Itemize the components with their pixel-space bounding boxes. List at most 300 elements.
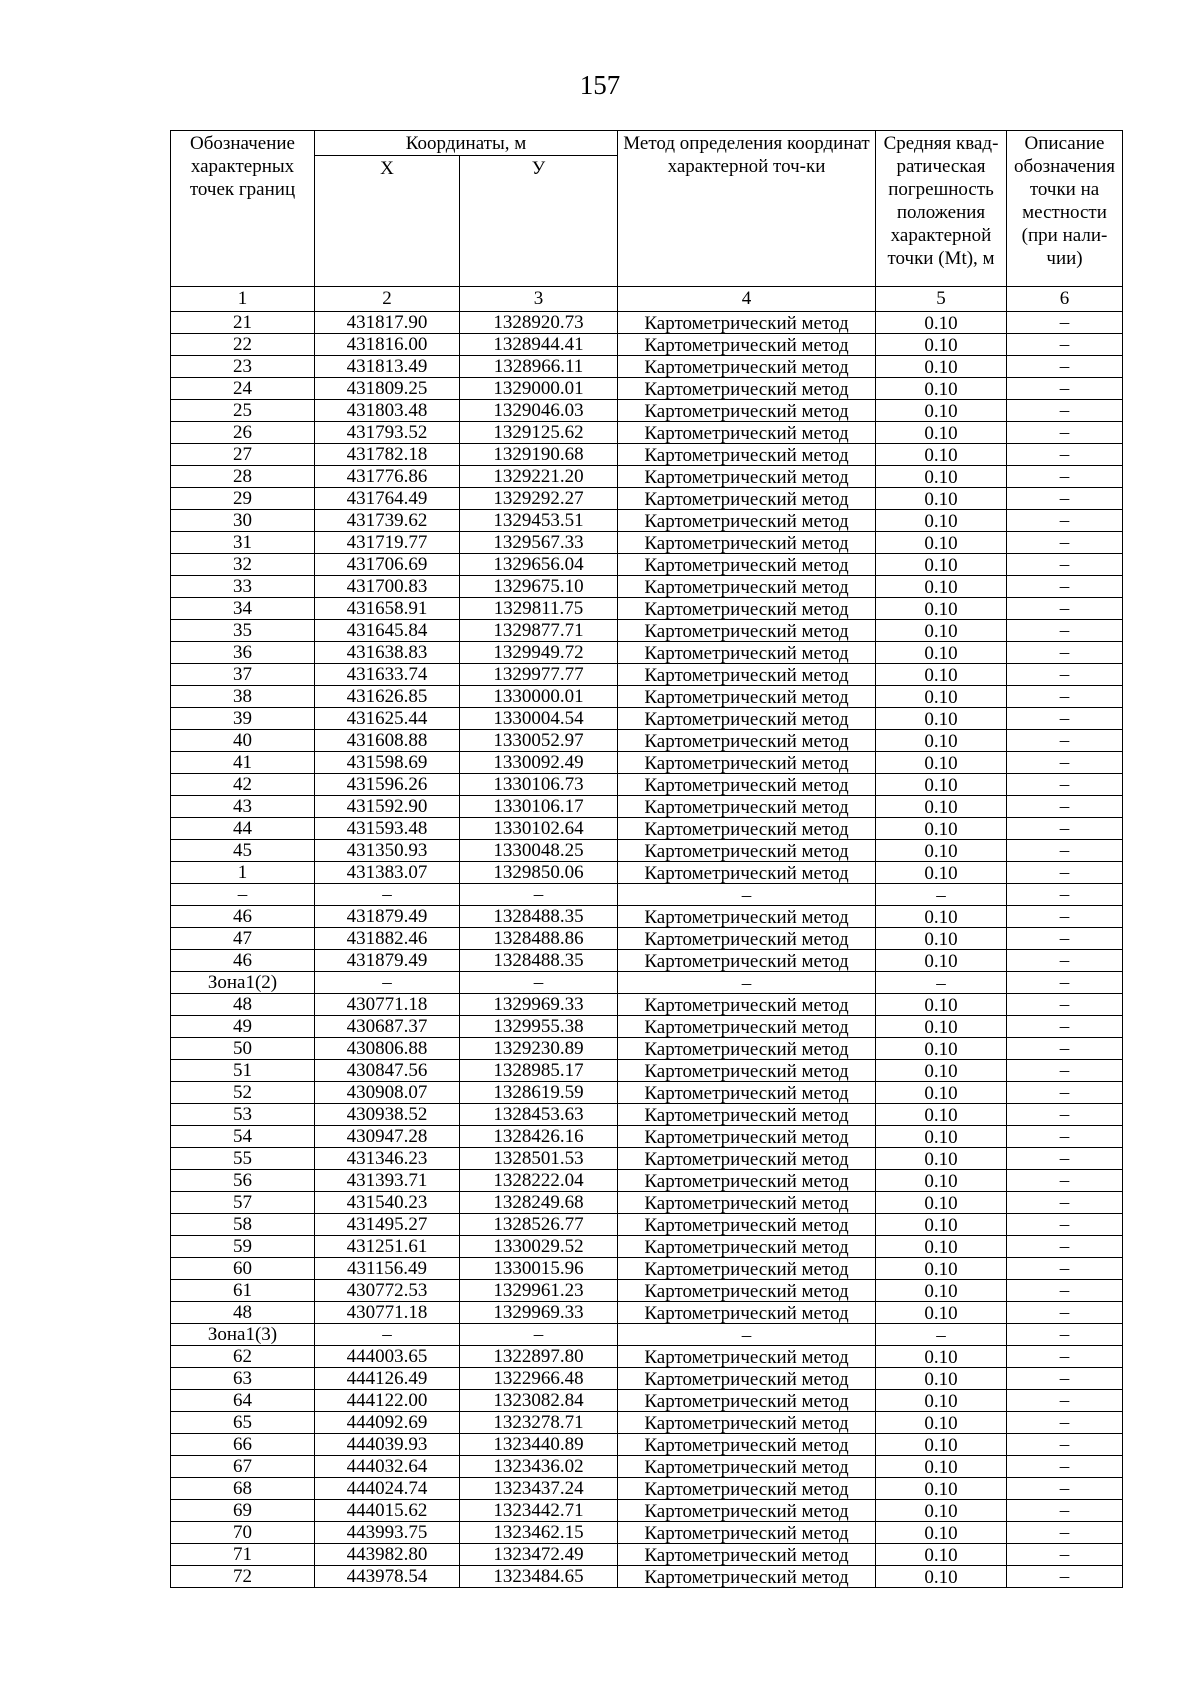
cell-x: 443982.80 [315,1544,460,1566]
cell-x: 431645.84 [315,620,460,642]
cell-x: 431706.69 [315,554,460,576]
cell-y: 1329000.01 [460,378,618,400]
cell-method: Картометрический метод [618,334,876,356]
cell-x: 430847.56 [315,1060,460,1082]
cell-method: Картометрический метод [618,1346,876,1368]
cell-x: 430947.28 [315,1126,460,1148]
cell-description: – [1007,1104,1123,1126]
table-row [171,1148,1123,1170]
cell-point: 32 [171,554,315,576]
header-x: Х [315,156,460,287]
cell-x: 431540.23 [315,1192,460,1214]
cell-description: – [1007,1148,1123,1170]
cell-point: 67 [171,1456,315,1478]
cell-y: 1330102.64 [460,818,618,840]
table-row [171,1522,1123,1544]
cell-description: – [1007,1258,1123,1280]
cell-description: – [1007,620,1123,642]
cell-method: Картометрический метод [618,576,876,598]
cell-method: Картометрический метод [618,466,876,488]
table-row [171,1016,1123,1038]
table-row [171,1214,1123,1236]
cell-method: – [618,1324,876,1346]
cell-method: Картометрический метод [618,1236,876,1258]
table-row [171,1280,1123,1302]
cell-y: 1329221.20 [460,466,618,488]
cell-description: – [1007,1038,1123,1060]
table-row [171,1346,1123,1368]
cell-description: – [1007,1478,1123,1500]
cell-point: 28 [171,466,315,488]
table-row [171,1038,1123,1060]
cell-x: 444015.62 [315,1500,460,1522]
table-row [171,774,1123,796]
cell-error: 0.10 [876,312,1007,334]
cell-point: 59 [171,1236,315,1258]
cell-point: 34 [171,598,315,620]
cell-point: 61 [171,1280,315,1302]
cell-point: 54 [171,1126,315,1148]
cell-error: 0.10 [876,422,1007,444]
cell-method: Картометрический метод [618,532,876,554]
cell-error: 0.10 [876,1082,1007,1104]
cell-error: 0.10 [876,818,1007,840]
table-row [171,928,1123,950]
cell-y: 1329949.72 [460,642,618,664]
cell-error: 0.10 [876,554,1007,576]
cell-point: 30 [171,510,315,532]
cell-point: Зона1(3) [171,1324,315,1346]
cell-error: 0.10 [876,774,1007,796]
cell-point: 41 [171,752,315,774]
cell-description: – [1007,1082,1123,1104]
cell-description: – [1007,1566,1123,1588]
header-y: У [460,156,618,287]
cell-error: 0.10 [876,862,1007,884]
cell-method: Картометрический метод [618,906,876,928]
cell-x: 431633.74 [315,664,460,686]
cell-y: 1328249.68 [460,1192,618,1214]
cell-x: 444032.64 [315,1456,460,1478]
table-row [171,972,1123,994]
cell-description: – [1007,708,1123,730]
cell-y: 1329230.89 [460,1038,618,1060]
cell-y: 1329811.75 [460,598,618,620]
cell-description: – [1007,1500,1123,1522]
table-row [171,950,1123,972]
table-row [171,422,1123,444]
column-number: 1 [171,287,315,312]
cell-point: 51 [171,1060,315,1082]
table-row [171,1236,1123,1258]
cell-error: 0.10 [876,928,1007,950]
table-row [171,488,1123,510]
cell-x: – [315,1324,460,1346]
cell-y: 1330004.54 [460,708,618,730]
cell-point: 56 [171,1170,315,1192]
cell-point: 66 [171,1434,315,1456]
cell-x: 444126.49 [315,1368,460,1390]
cell-point: 46 [171,950,315,972]
cell-x: 431658.91 [315,598,460,620]
cell-point: 44 [171,818,315,840]
cell-point: 47 [171,928,315,950]
table-row [171,554,1123,576]
cell-method: Картометрический метод [618,840,876,862]
cell-method: Картометрический метод [618,730,876,752]
cell-method: Картометрический метод [618,774,876,796]
cell-method: Картометрический метод [618,444,876,466]
cell-point: 63 [171,1368,315,1390]
cell-description: – [1007,1214,1123,1236]
cell-method: Картометрический метод [618,796,876,818]
cell-description: – [1007,1126,1123,1148]
cell-x: 431383.07 [315,862,460,884]
cell-x: – [315,884,460,906]
cell-y: – [460,884,618,906]
table-row [171,664,1123,686]
table-row [171,1456,1123,1478]
cell-description: – [1007,686,1123,708]
cell-point: 50 [171,1038,315,1060]
cell-x: 444122.00 [315,1390,460,1412]
cell-error: 0.10 [876,1368,1007,1390]
cell-description: – [1007,818,1123,840]
cell-x: 431156.49 [315,1258,460,1280]
cell-y: 1328501.53 [460,1148,618,1170]
coordinates-table [170,130,1123,1588]
cell-description: – [1007,554,1123,576]
table-row [171,1566,1123,1588]
cell-point: 25 [171,400,315,422]
table-row [171,1060,1123,1082]
cell-y: 1329125.62 [460,422,618,444]
table-row [171,1500,1123,1522]
cell-y: 1328488.86 [460,928,618,950]
cell-x: 431719.77 [315,532,460,554]
cell-point: 33 [171,576,315,598]
cell-description: – [1007,1346,1123,1368]
cell-point: 46 [171,906,315,928]
cell-x: 430772.53 [315,1280,460,1302]
cell-error: 0.10 [876,1302,1007,1324]
cell-x: 431593.48 [315,818,460,840]
cell-description: – [1007,950,1123,972]
cell-point: 36 [171,642,315,664]
column-number: 4 [618,287,876,312]
cell-method: Картометрический метод [618,1522,876,1544]
cell-point: 24 [171,378,315,400]
table-row [171,1192,1123,1214]
cell-point: 53 [171,1104,315,1126]
table-row [171,1258,1123,1280]
header-error: Средняя квад-ратическая погрешность положения характерной точки (Mt), м [876,131,1007,287]
cell-error: 0.10 [876,466,1007,488]
cell-description: – [1007,444,1123,466]
cell-error: 0.10 [876,576,1007,598]
cell-method: – [618,884,876,906]
cell-x: 431764.49 [315,488,460,510]
cell-x: 430771.18 [315,994,460,1016]
table-row [171,400,1123,422]
cell-y: 1328619.59 [460,1082,618,1104]
cell-point: 39 [171,708,315,730]
cell-point: 35 [171,620,315,642]
cell-error: 0.10 [876,994,1007,1016]
cell-y: 1328966.11 [460,356,618,378]
cell-point: 52 [171,1082,315,1104]
table-row [171,906,1123,928]
cell-x: 431739.62 [315,510,460,532]
cell-x: 430938.52 [315,1104,460,1126]
cell-point: 62 [171,1346,315,1368]
table-row [171,598,1123,620]
cell-point: 55 [171,1148,315,1170]
cell-x: 431592.90 [315,796,460,818]
cell-method: Картометрический метод [618,950,876,972]
cell-error: 0.10 [876,334,1007,356]
table-row [171,994,1123,1016]
cell-point: – [171,884,315,906]
cell-point: 26 [171,422,315,444]
cell-y: 1329961.23 [460,1280,618,1302]
cell-y: 1330048.25 [460,840,618,862]
cell-point: 49 [171,1016,315,1038]
cell-description: – [1007,1280,1123,1302]
table-row [171,444,1123,466]
cell-x: 431350.93 [315,840,460,862]
table-row [171,1412,1123,1434]
cell-y: 1323082.84 [460,1390,618,1412]
cell-y: 1328526.77 [460,1214,618,1236]
cell-y: – [460,1324,618,1346]
cell-method: Картометрический метод [618,1126,876,1148]
cell-error: 0.10 [876,1126,1007,1148]
cell-description: – [1007,356,1123,378]
cell-description: – [1007,1412,1123,1434]
cell-error: 0.10 [876,1412,1007,1434]
cell-x: 444003.65 [315,1346,460,1368]
cell-x: 431608.88 [315,730,460,752]
cell-x: 431700.83 [315,576,460,598]
cell-method: Картометрический метод [618,312,876,334]
header-designation: Обозначение характерных точек границ [171,131,315,287]
cell-x: 444092.69 [315,1412,460,1434]
cell-error: 0.10 [876,642,1007,664]
cell-point: 1 [171,862,315,884]
cell-method: – [618,972,876,994]
cell-error: 0.10 [876,1192,1007,1214]
cell-y: 1329292.27 [460,488,618,510]
cell-error: 0.10 [876,840,1007,862]
cell-y: 1328488.35 [460,906,618,928]
cell-method: Картометрический метод [618,1280,876,1302]
cell-x: 431776.86 [315,466,460,488]
cell-error: 0.10 [876,1016,1007,1038]
cell-error: 0.10 [876,378,1007,400]
cell-x: 443978.54 [315,1566,460,1588]
cell-error: 0.10 [876,1434,1007,1456]
cell-point: 43 [171,796,315,818]
cell-y: 1323462.15 [460,1522,618,1544]
cell-error: 0.10 [876,664,1007,686]
cell-description: – [1007,312,1123,334]
cell-y: 1328426.16 [460,1126,618,1148]
cell-x: 430771.18 [315,1302,460,1324]
table-row [171,1126,1123,1148]
cell-point: 37 [171,664,315,686]
cell-method: Картометрический метод [618,1412,876,1434]
cell-point: 48 [171,994,315,1016]
cell-method: Картометрический метод [618,1478,876,1500]
cell-x: 431793.52 [315,422,460,444]
column-number: 5 [876,287,1007,312]
cell-error: 0.10 [876,1060,1007,1082]
cell-error: 0.10 [876,1258,1007,1280]
cell-x: 431879.49 [315,950,460,972]
table-row [171,1478,1123,1500]
cell-x: 431626.85 [315,686,460,708]
cell-point: 60 [171,1258,315,1280]
cell-error: – [876,972,1007,994]
header-coordinates: Координаты, м [315,131,618,156]
cell-description: – [1007,1324,1123,1346]
cell-y: 1323436.02 [460,1456,618,1478]
cell-description: – [1007,796,1123,818]
cell-description: – [1007,1060,1123,1082]
cell-description: – [1007,730,1123,752]
cell-x: 444024.74 [315,1478,460,1500]
cell-x: 431803.48 [315,400,460,422]
cell-error: 0.10 [876,1170,1007,1192]
cell-description: – [1007,928,1123,950]
cell-x: 443993.75 [315,1522,460,1544]
cell-point: 21 [171,312,315,334]
cell-point: 65 [171,1412,315,1434]
table-body [171,312,1123,1588]
cell-x: – [315,972,460,994]
cell-x: 430806.88 [315,1038,460,1060]
cell-method: Картометрический метод [618,708,876,730]
cell-description: – [1007,972,1123,994]
cell-y: 1329977.77 [460,664,618,686]
cell-y: 1329453.51 [460,510,618,532]
cell-point: 57 [171,1192,315,1214]
cell-description: – [1007,378,1123,400]
table-row [171,334,1123,356]
cell-x: 431251.61 [315,1236,460,1258]
cell-method: Картометрический метод [618,1104,876,1126]
cell-description: – [1007,752,1123,774]
cell-y: 1330000.01 [460,686,618,708]
cell-y: 1323437.24 [460,1478,618,1500]
cell-y: 1329877.71 [460,620,618,642]
cell-x: 444039.93 [315,1434,460,1456]
cell-description: – [1007,664,1123,686]
table-row [171,1434,1123,1456]
cell-method: Картометрический метод [618,1016,876,1038]
cell-description: – [1007,1236,1123,1258]
cell-y: 1330052.97 [460,730,618,752]
cell-method: Картометрический метод [618,1500,876,1522]
cell-description: – [1007,400,1123,422]
cell-method: Картометрический метод [618,1060,876,1082]
cell-x: 431882.46 [315,928,460,950]
cell-error: 0.10 [876,488,1007,510]
cell-method: Картометрический метод [618,642,876,664]
cell-error: 0.10 [876,1390,1007,1412]
cell-error: 0.10 [876,1456,1007,1478]
cell-error: 0.10 [876,1522,1007,1544]
cell-error: 0.10 [876,950,1007,972]
cell-x: 431598.69 [315,752,460,774]
table-row [171,730,1123,752]
cell-y: 1329046.03 [460,400,618,422]
header-description: Описание обозначения точки на местности (при нали-чии) [1007,131,1123,287]
table-row [171,686,1123,708]
cell-error: 0.10 [876,1566,1007,1588]
cell-point: 40 [171,730,315,752]
table-row [171,642,1123,664]
cell-point: 29 [171,488,315,510]
cell-description: – [1007,488,1123,510]
cell-point: 38 [171,686,315,708]
cell-y: 1322966.48 [460,1368,618,1390]
cell-description: – [1007,884,1123,906]
cell-error: 0.10 [876,686,1007,708]
table-header [171,131,1123,312]
cell-point: 71 [171,1544,315,1566]
cell-y: 1329969.33 [460,994,618,1016]
cell-method: Картометрический метод [618,862,876,884]
table-row [171,466,1123,488]
cell-y: 1329190.68 [460,444,618,466]
cell-y: 1323440.89 [460,1434,618,1456]
cell-x: 431638.83 [315,642,460,664]
table-row [171,708,1123,730]
cell-method: Картометрический метод [618,400,876,422]
table-row [171,1390,1123,1412]
cell-point: 64 [171,1390,315,1412]
cell-error: 0.10 [876,730,1007,752]
cell-description: – [1007,994,1123,1016]
cell-description: – [1007,1368,1123,1390]
cell-x: 431596.26 [315,774,460,796]
cell-point: 69 [171,1500,315,1522]
cell-description: – [1007,1456,1123,1478]
cell-method: Картометрический метод [618,1192,876,1214]
cell-y: 1323278.71 [460,1412,618,1434]
cell-error: – [876,1324,1007,1346]
cell-description: – [1007,642,1123,664]
cell-method: Картометрический метод [618,994,876,1016]
cell-y: 1329969.33 [460,1302,618,1324]
cell-error: 0.10 [876,532,1007,554]
cell-error: 0.10 [876,510,1007,532]
cell-method: Картометрический метод [618,554,876,576]
cell-method: Картометрический метод [618,510,876,532]
cell-method: Картометрический метод [618,1170,876,1192]
cell-x: 431809.25 [315,378,460,400]
cell-error: 0.10 [876,1280,1007,1302]
table-row [171,1104,1123,1126]
cell-point: Зона1(2) [171,972,315,994]
cell-y: 1330029.52 [460,1236,618,1258]
table-row [171,1324,1123,1346]
cell-method: Картометрический метод [618,1082,876,1104]
cell-description: – [1007,510,1123,532]
cell-error: 0.10 [876,1478,1007,1500]
